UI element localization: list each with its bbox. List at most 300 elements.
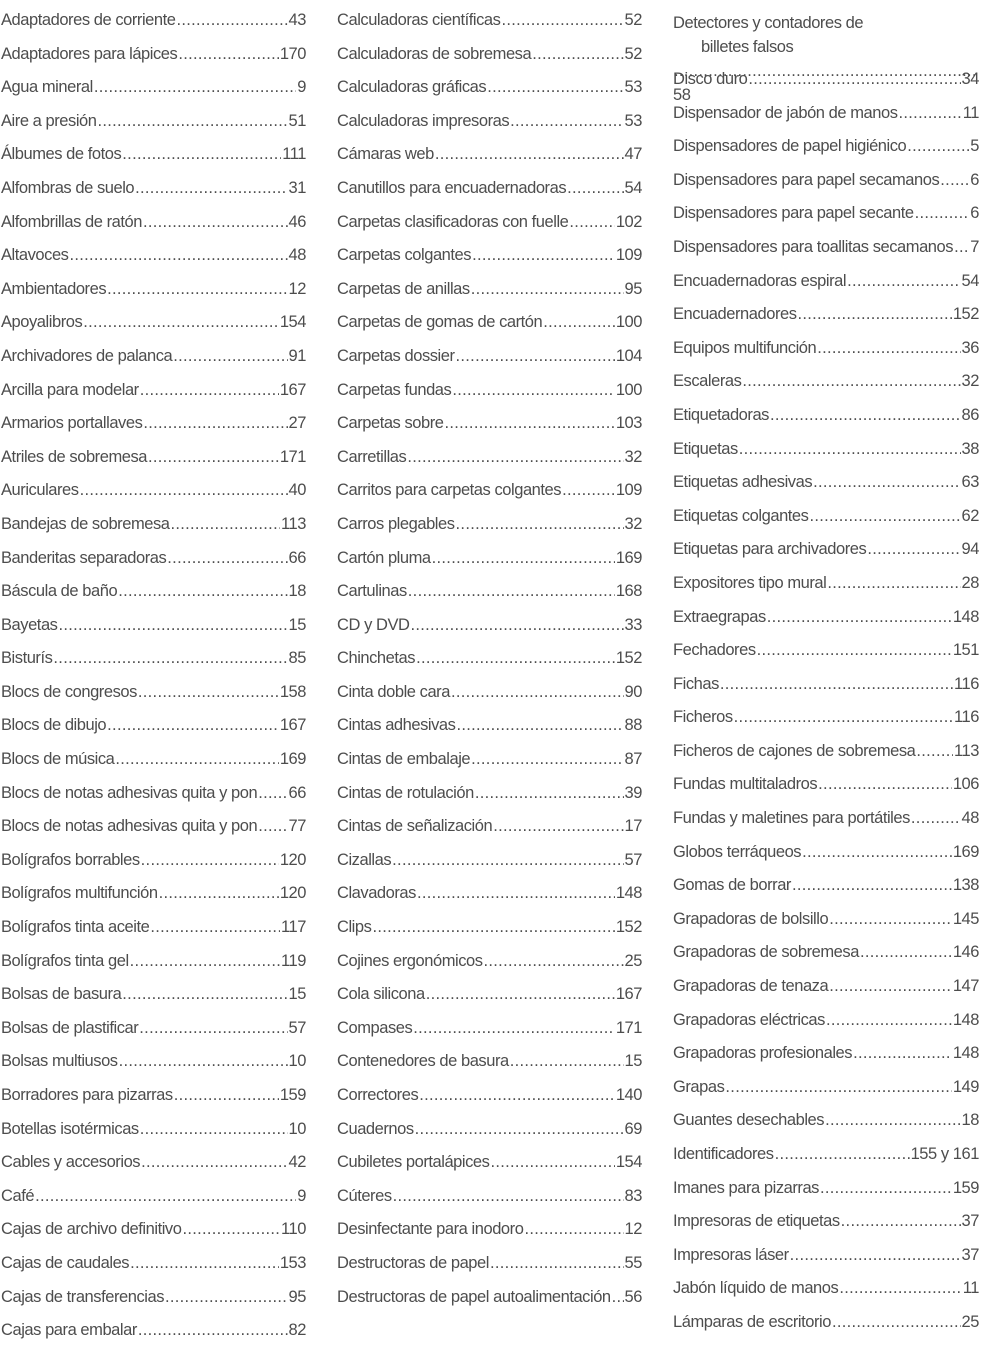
- index-term: Cúteres: [337, 1186, 392, 1205]
- dot-leader: [80, 481, 288, 500]
- index-entry: [673, 1111, 979, 1145]
- dot-leader: [792, 876, 952, 895]
- index-page-number: 147: [952, 977, 979, 996]
- index-entry: [337, 1220, 642, 1254]
- index-term-continuation: billetes falsos: [701, 38, 794, 56]
- dot-leader: [417, 884, 615, 903]
- index-page-number: 63: [961, 473, 979, 492]
- index-entry: [673, 977, 979, 1011]
- dot-leader: [867, 540, 960, 559]
- dot-leader: [484, 952, 624, 971]
- index-term: Cintas de rotulación: [337, 783, 474, 802]
- dot-leader: [392, 851, 623, 870]
- index-entry: [1, 649, 306, 683]
- index-page-number: 42: [288, 1153, 306, 1172]
- index-page-number: 106: [952, 775, 979, 794]
- dot-leader: [445, 414, 615, 433]
- dot-leader: [138, 1321, 288, 1340]
- index-entry: [1, 683, 306, 717]
- index-page-number: 5: [970, 137, 979, 156]
- index-page-number: 117: [281, 918, 306, 937]
- dot-leader: [911, 809, 961, 828]
- dot-leader: [612, 1288, 624, 1307]
- index-page-number: 33: [624, 615, 642, 634]
- index-page-number: 169: [615, 548, 642, 567]
- index-page-number: 48: [961, 809, 979, 828]
- index-page-number: 32: [961, 372, 979, 391]
- dot-leader: [159, 884, 279, 903]
- dot-leader: [524, 1220, 623, 1239]
- index-entry: [337, 313, 642, 347]
- index-term: Carpetas de gomas de cartón: [337, 313, 543, 332]
- index-term: Bolígrafos tinta aceite: [1, 918, 150, 937]
- dot-leader: [122, 145, 281, 164]
- dot-leader: [916, 742, 953, 761]
- index-term: Cajas de archivo definitivo: [1, 1220, 182, 1239]
- dot-leader: [456, 347, 615, 366]
- dot-leader: [493, 817, 623, 836]
- index-entry: [673, 876, 979, 910]
- index-entry: [337, 649, 642, 683]
- index-page-number: 171: [615, 1018, 642, 1037]
- index-page-number: 104: [615, 346, 642, 365]
- index-term: Altavoces: [1, 246, 69, 265]
- index-page-number: 32: [624, 514, 642, 533]
- dot-leader: [720, 675, 953, 694]
- index-entry: [673, 238, 979, 272]
- index-term: Encuadernadores: [673, 305, 797, 324]
- dot-leader: [798, 305, 952, 324]
- index-page-number: 11: [962, 1279, 979, 1298]
- index-page-number: 34: [961, 70, 979, 88]
- index-page-number: 40: [288, 481, 306, 500]
- index-page-number: 47: [624, 145, 642, 164]
- index-term: Auriculares: [1, 481, 79, 500]
- index-term: Agua mineral: [1, 78, 93, 97]
- dot-leader: [413, 1019, 615, 1038]
- index-term: Grapadoras de tenaza: [673, 977, 829, 996]
- dot-leader: [415, 1120, 624, 1139]
- index-term: Cartón pluma: [337, 548, 431, 567]
- index-entry: [1, 1086, 306, 1120]
- index-term: Globos terráqueos: [673, 842, 802, 861]
- index-entry: [1, 448, 306, 482]
- index-entry: [673, 641, 979, 675]
- index-entry: [337, 280, 642, 314]
- index-page-number: 32: [624, 447, 642, 466]
- dot-leader: [122, 985, 287, 1004]
- index-entry: [1, 481, 306, 515]
- index-term: Carpetas sobre: [337, 414, 444, 433]
- index-column-3: [673, 11, 979, 1347]
- dot-leader: [107, 280, 287, 299]
- index-entry: [673, 775, 979, 809]
- dot-leader: [143, 213, 288, 232]
- dot-leader: [475, 784, 624, 803]
- index-entry: [1, 45, 306, 79]
- index-entry: [1, 884, 306, 918]
- dot-leader: [543, 313, 615, 332]
- dot-leader: [813, 473, 960, 492]
- dot-leader: [825, 1111, 960, 1130]
- dot-leader: [182, 1220, 280, 1239]
- index-term: Bolígrafos tinta gel: [1, 951, 129, 970]
- dot-leader: [456, 716, 623, 735]
- dot-leader: [501, 11, 623, 30]
- index-page-number: 113: [281, 514, 306, 533]
- index-entry: [337, 817, 642, 851]
- index-term: Báscula de baño: [1, 582, 118, 601]
- dot-leader: [411, 616, 624, 635]
- index-term: Fechadores: [673, 641, 756, 660]
- index-page-number: 140: [615, 1086, 642, 1104]
- index-page-number: 83: [624, 1186, 642, 1205]
- index-entry: [1, 750, 306, 784]
- dot-leader: [178, 45, 278, 64]
- index-term: Calculadoras científicas: [337, 11, 501, 29]
- index-entry: [337, 179, 642, 213]
- index-entry: [337, 549, 642, 583]
- index-entry: [337, 414, 642, 448]
- index-entry: [1, 280, 306, 314]
- index-entry: [337, 952, 642, 986]
- dot-leader: [432, 549, 615, 568]
- index-term: Disco duro: [673, 70, 748, 88]
- index-term: Armarios portallaves: [1, 414, 143, 433]
- index-entry: [673, 204, 979, 238]
- dot-leader: [143, 414, 287, 433]
- index-entry: [337, 683, 642, 717]
- index-term: Chinchetas: [337, 649, 416, 668]
- index-term: Blocs de notas adhesivas quita y pon: [1, 817, 258, 836]
- dot-leader: [177, 11, 288, 30]
- index-entry: [673, 1246, 979, 1280]
- dot-leader: [532, 45, 623, 64]
- index-entry: [673, 1179, 979, 1213]
- index-entry: [337, 11, 642, 45]
- index-page-number: 109: [615, 246, 642, 265]
- index-term: Desinfectante para inodoro: [337, 1220, 524, 1239]
- index-term: Cintas de embalaje: [337, 750, 471, 769]
- dot-leader: [770, 406, 961, 425]
- index-entry: [1, 952, 306, 986]
- index-page-number: 152: [952, 305, 979, 324]
- index-page-number: 116: [954, 674, 979, 693]
- index-entry: [673, 171, 979, 205]
- index-entry: [673, 272, 979, 306]
- index-term: Dispensadores para toallitas secamanos: [673, 237, 954, 256]
- dot-leader: [767, 608, 952, 627]
- index-entry: [337, 145, 642, 179]
- index-entry: [337, 213, 642, 247]
- index-page-number: 102: [615, 212, 642, 231]
- index-term: Café: [1, 1186, 35, 1205]
- index-page-number: 54: [624, 178, 642, 197]
- index-term: Calculadoras gráficas: [337, 78, 487, 97]
- index-entry: [673, 339, 979, 373]
- index-term: Apoyalibros: [1, 313, 83, 332]
- index-term: Carpetas fundas: [337, 380, 452, 399]
- index-page-number: 6: [970, 170, 979, 189]
- index-entry: [337, 1052, 642, 1086]
- index-term: Bolsas multiusos: [1, 1052, 118, 1071]
- index-term: Banderitas separadoras: [1, 548, 167, 567]
- dot-leader: [107, 716, 279, 735]
- index-term: Grapadoras de bolsillo: [673, 909, 829, 928]
- index-page-number: 100: [615, 380, 642, 399]
- dot-leader: [150, 918, 280, 937]
- dot-leader: [954, 238, 969, 257]
- index-term: Ficheros: [673, 708, 733, 727]
- index-entry: [337, 750, 642, 784]
- index-entry: [1, 515, 306, 549]
- index-term: Adaptadores para lápices: [1, 44, 178, 63]
- index-page-number: 7: [970, 237, 979, 256]
- index-entry: [673, 104, 979, 138]
- index-entry: [337, 851, 642, 885]
- index-page-number: 53: [624, 111, 642, 130]
- index-page-number: 52: [624, 11, 642, 29]
- dot-leader: [915, 204, 970, 223]
- index-entry: [673, 473, 979, 507]
- index-term: Dispensadores para papel secante: [673, 204, 914, 223]
- index-page-number: 90: [624, 682, 642, 701]
- index-entry: [337, 582, 642, 616]
- index-term: Alfombrillas de ratón: [1, 212, 142, 231]
- index-entry: [673, 742, 979, 776]
- index-entry: [1, 918, 306, 952]
- dot-leader: [167, 549, 287, 568]
- dot-leader: [58, 616, 287, 635]
- index-term: Equipos multifunción: [673, 338, 817, 357]
- index-page-number: 171: [279, 447, 306, 466]
- dot-leader: [847, 272, 960, 291]
- index-term: Blocs de dibujo: [1, 716, 107, 735]
- index-entry: [673, 1011, 979, 1045]
- index-page-number: 48: [288, 246, 306, 265]
- index-entry: [337, 1153, 642, 1187]
- index-term: Etiquetas para archivadores: [673, 540, 867, 559]
- dot-leader: [372, 918, 614, 937]
- dot-leader: [853, 1044, 952, 1063]
- dot-leader: [408, 582, 615, 601]
- index-page-number: 17: [624, 817, 642, 836]
- index-page-number: 168: [615, 582, 642, 601]
- dot-leader: [472, 246, 615, 265]
- dot-leader: [94, 78, 296, 97]
- index-entry: [1, 549, 306, 583]
- index-entry: [673, 1212, 979, 1246]
- index-term: Impresoras láser: [673, 1245, 789, 1264]
- dot-leader: [471, 750, 623, 769]
- index-term: Carpetas dossier: [337, 346, 455, 365]
- index-entry: [1, 851, 306, 885]
- index-page-number: 9: [297, 78, 306, 97]
- index-term: Dispensador de jabón de manos: [673, 103, 898, 122]
- index-term: Clavadoras: [337, 884, 416, 903]
- index-term: Imanes para pizarras: [673, 1178, 819, 1197]
- index-page-number: 169: [952, 842, 979, 861]
- index-entry: [1, 1120, 306, 1154]
- dot-leader: [860, 943, 952, 962]
- index-page-number: 52: [624, 44, 642, 63]
- dot-leader: [171, 515, 281, 534]
- index-term: Bisturís: [1, 649, 53, 668]
- dot-leader: [148, 448, 279, 467]
- index-page-number: 25: [624, 951, 642, 970]
- dot-leader: [174, 1086, 279, 1105]
- index-term: Cubiletes portalápices: [337, 1153, 490, 1172]
- index-entry: [1, 1019, 306, 1053]
- index-page-number: 152: [615, 649, 642, 668]
- index-page-number: 110: [281, 1220, 306, 1239]
- dot-leader: [829, 910, 952, 929]
- index-entry: [1, 1288, 306, 1322]
- index-entry: [1, 414, 306, 448]
- index-page-number: 111: [282, 145, 306, 164]
- index-term: Etiquetas adhesivas: [673, 473, 813, 492]
- dot-leader: [510, 1052, 624, 1071]
- index-term: Dispensadores de papel higiénico: [673, 137, 907, 156]
- dot-leader: [165, 1288, 288, 1307]
- index-term: Grapas: [673, 1077, 725, 1096]
- index-entry: [673, 708, 979, 742]
- index-term: Canutillos para encuadernadoras: [337, 178, 567, 197]
- index-page-number: 94: [961, 540, 979, 559]
- index-page-number: 167: [279, 380, 306, 399]
- dot-leader: [817, 339, 960, 358]
- index-term: Cinta doble cara: [337, 682, 450, 701]
- index-page-number: 103: [615, 414, 642, 433]
- index-page-number: 15: [624, 1052, 642, 1071]
- index-term: Blocs de notas adhesivas quita y pon: [1, 783, 258, 802]
- dot-leader: [416, 649, 615, 668]
- index-term: Bandejas de sobremesa: [1, 514, 170, 533]
- dot-leader: [748, 70, 960, 89]
- index-page-number: 169: [279, 750, 306, 769]
- dot-leader: [739, 440, 961, 459]
- index-page-number: 155 y 161: [910, 1145, 979, 1163]
- index-entry: [1, 1254, 306, 1288]
- index-term: Cajas de caudales: [1, 1253, 130, 1272]
- index-term: Carpetas de anillas: [337, 279, 470, 298]
- index-term: Compases: [337, 1018, 413, 1037]
- index-entry: [337, 1288, 642, 1322]
- index-page-number: 88: [624, 716, 642, 735]
- index-term: Fichas: [673, 674, 719, 693]
- index-page-number: 167: [279, 716, 306, 735]
- index-page-number: 120: [279, 850, 306, 869]
- index-page-number: 158: [279, 682, 306, 701]
- index-entry: [673, 70, 979, 104]
- index-page-number: 151: [952, 641, 979, 660]
- index-term: Cámaras web: [337, 145, 434, 164]
- index-page-number: 11: [962, 103, 979, 122]
- index-term: Ficheros de cajones de sobremesa: [673, 741, 916, 760]
- dot-leader: [70, 246, 288, 265]
- index-entry: [1, 145, 306, 179]
- index-entry: [1, 1220, 306, 1254]
- index-page-number: 66: [288, 783, 306, 802]
- dot-leader: [471, 280, 624, 299]
- index-entry: [1, 716, 306, 750]
- index-page-number: 113: [954, 741, 979, 760]
- dot-leader: [490, 1153, 614, 1172]
- index-entry: [1, 616, 306, 650]
- index-term: Álbumes de fotos: [1, 145, 122, 164]
- index-page-number: 170: [279, 44, 306, 63]
- index-entry: [1, 784, 306, 818]
- index-entry: [1, 1187, 306, 1221]
- index-term: Expositores tipo mural: [673, 573, 827, 592]
- index-term: Impresoras de etiquetas: [673, 1212, 840, 1231]
- index-page-number: 55: [624, 1253, 642, 1272]
- dot-leader: [567, 179, 623, 198]
- index-page-number: 12: [288, 279, 306, 298]
- index-page-number: 116: [954, 708, 979, 727]
- index-page-number: 28: [961, 573, 979, 592]
- index-entry: [337, 347, 642, 381]
- index-term: Calculadoras impresoras: [337, 111, 510, 130]
- index-term: Bolígrafos borrables: [1, 850, 140, 869]
- index-page-number: 15: [288, 985, 306, 1004]
- index-page-number: 159: [279, 1086, 306, 1104]
- index-term: Carros plegables: [337, 514, 455, 533]
- dot-leader: [839, 1279, 961, 1298]
- dot-leader: [827, 574, 960, 593]
- index-page-number: 152: [615, 918, 642, 937]
- index-term: Dispensadores para papel secamanos: [673, 170, 940, 189]
- index-entry: [337, 1120, 642, 1154]
- index-page-number: 148: [952, 1044, 979, 1063]
- index-page-number: 159: [952, 1178, 979, 1197]
- index-column-1: [1, 11, 306, 1355]
- index-page-number: 148: [952, 1010, 979, 1029]
- dot-leader: [809, 507, 960, 526]
- dot-leader: [435, 145, 624, 164]
- index-term: Encuadernadoras espiral: [673, 271, 847, 290]
- index-term: Cintas de señalización: [337, 817, 493, 836]
- dot-leader: [115, 750, 278, 769]
- index-term: Aire a presión: [1, 111, 97, 130]
- index-entry: [337, 515, 642, 549]
- index-term: Carpetas clasificadoras con fuelle: [337, 212, 569, 231]
- index-entry: [337, 1254, 642, 1288]
- index-term: Carpetas colgantes: [337, 246, 472, 265]
- index-page-number: 62: [961, 506, 979, 525]
- index-page-number: 37: [961, 1245, 979, 1264]
- dot-leader: [802, 843, 952, 862]
- index-page-number: 51: [288, 111, 306, 130]
- index-page-number: 25: [961, 1312, 979, 1331]
- index-entry: [1, 313, 306, 347]
- dot-leader: [118, 582, 287, 601]
- index-entry: [337, 481, 642, 515]
- index-term: Bolígrafos multifunción: [1, 884, 158, 903]
- index-term: Guantes desechables: [673, 1111, 825, 1130]
- index-term: Arcilla para modelar: [1, 380, 139, 399]
- index-page-number: 154: [279, 313, 306, 332]
- index-page-number: 57: [624, 850, 642, 869]
- dot-leader: [141, 1153, 287, 1172]
- index-term: Jabón líquido de manos: [673, 1279, 839, 1298]
- index-entry: [673, 1313, 979, 1347]
- index-page-number: 146: [952, 943, 979, 962]
- index-entry: [337, 884, 642, 918]
- index-page-number: 6: [970, 204, 979, 223]
- index-entry: [337, 246, 642, 280]
- index-page-number: 154: [615, 1153, 642, 1172]
